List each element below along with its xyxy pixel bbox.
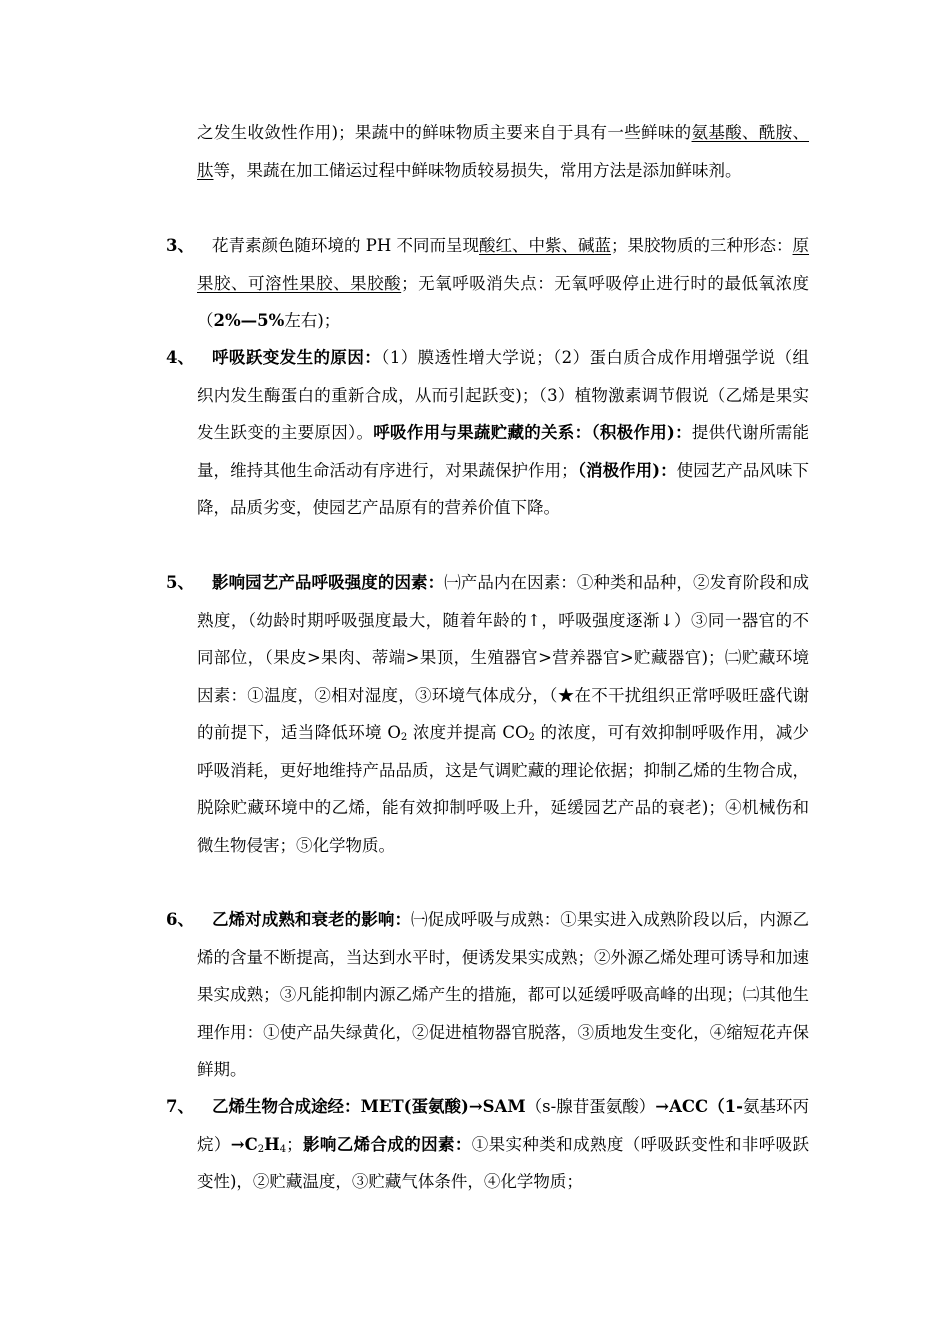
bold-text: →ACC（1- <box>655 1097 743 1116</box>
item-number: 7、 <box>166 1097 194 1116</box>
text-run: ； <box>286 1134 303 1154</box>
item-number: 5、 <box>166 573 194 592</box>
item-text <box>197 114 809 189</box>
item-text <box>197 339 809 527</box>
subscript: 4 <box>279 1143 287 1155</box>
text-run: （1）膜透性增大学说；（2）蛋白质合成作用增强学说（组织内发生酶蛋白的重新合成，从而引起跃变)；（3）植物激素调节假说（乙烯是果实发生跃变的主要原因）。 <box>197 348 810 442</box>
bold-text: MET(蛋氨酸)→SAM <box>360 1097 526 1116</box>
item-4 <box>0 339 950 527</box>
subscript: 2 <box>528 732 535 743</box>
text-run: ；无氧呼吸消失点：无氧呼吸停止进行时的最低氧浓度（ <box>197 273 810 330</box>
item-6 <box>0 901 950 1089</box>
item-number: 3、 <box>166 236 194 255</box>
bold-text: 乙烯对成熟和衰老的影响： <box>212 910 412 929</box>
item-text <box>197 1088 809 1201</box>
underlined-text: 原果胶、可溶性果胶、果胶酸 <box>197 236 810 293</box>
bold-text: 乙烯生物合成途经： <box>212 1097 361 1116</box>
bold-text: 影响乙烯合成的因素： <box>302 1134 472 1154</box>
item-number: 6、 <box>166 910 194 929</box>
text-run: 等，果蔬在加工储运过程中鲜味物质较易损失，常用方法是添加鲜味剂。 <box>213 160 742 180</box>
bold-text: 2%—5% <box>213 311 285 330</box>
text-run: 花青素颜色随环境的 PH 不同而呈现 <box>212 236 479 255</box>
item-5 <box>0 564 950 864</box>
text-run: ；果胶物质的三种形态： <box>611 236 793 255</box>
item-3 <box>0 227 950 340</box>
bold-text: →C <box>230 1134 258 1154</box>
item-7 <box>0 1088 950 1201</box>
text-run: ①果实种类和成熟度（呼吸跃变性和非呼吸跃变性)，②贮藏温度，③贮藏气体条件，④化学物质； <box>197 1134 810 1191</box>
text-run: 左右)； <box>284 311 341 330</box>
underlined-text: 酸红、中紫、碱蓝 <box>479 236 612 255</box>
text-run: 使园艺产品风味下降，品质劣变，使园艺产品原有的营养价值下降。 <box>197 460 810 517</box>
subscript: 2 <box>257 1143 265 1155</box>
underlined-text: 氨基酸、酰胺、肽 <box>197 123 810 180</box>
bold-text: 呼吸作用与果蔬贮藏的关系：（积极作用)： <box>373 423 692 442</box>
text-run: 的浓度，可有效抑制呼吸作用，减少呼吸消耗，更好地维持产品品质，这是气调贮藏的理论依据；抑制乙烯的生物合成，脱除贮藏环境中的乙烯，能有效抑制呼吸上升，延缓园艺产品的衰老)；④机械伤和微生物侵害；⑤化学物质。 <box>197 723 809 855</box>
text-run: 浓度并提高 CO <box>407 723 529 742</box>
subscript: 2 <box>400 732 408 743</box>
text-run: ㈠促成呼吸与成熟：①果实进入成熟阶段以后，内源乙烯的含量不断提高，当达到水平时，便诱发果实成熟；②外源乙烯处理可诱导和加速果实成熟；③凡能抑制内源乙烯产生的措施，都可以延缓呼吸高峰的出现；㈡其他生理作用：①使产品失绿黄化，②促进植物器官脱落，③质地发生变化，④缩短花卉保鲜期。 <box>197 910 810 1079</box>
item-text <box>197 564 809 864</box>
paragraph-continuation <box>0 114 950 189</box>
text-run: 提供代谢所需能量，维持其他生命活动有序进行，对果蔬保护作用； <box>197 423 810 480</box>
item-text <box>197 227 809 340</box>
item-number: 4、 <box>166 348 194 367</box>
text-run: 氨基环丙烷） <box>197 1097 810 1154</box>
bold-text: H <box>264 1134 280 1154</box>
item-text <box>197 901 809 1089</box>
bold-text: 呼吸跃变发生的原因： <box>212 348 382 367</box>
bold-text: （消极作用)： <box>577 460 677 480</box>
bold-text: 影响园艺产品呼吸强度的因素： <box>212 573 445 592</box>
text-run: （s-腺苷蛋氨酸） <box>525 1097 656 1116</box>
text-run: 之发生收敛性作用)；果蔬中的鲜味物质主要来自于具有一些鲜味的 <box>197 123 692 142</box>
text-run: ㈠产品内在因素：①种类和品种，②发育阶段和成熟度，（幼龄时期呼吸强度最大，随着年龄的↑，呼吸强度逐渐↓）③同一器官的不同部位，（果皮>果肉、蒂端>果顶，生殖器官>营养器官>贮藏器官)；㈡贮藏环境因素：①温度，②相对湿度，③环境气体成分，（★在不干扰组织正常呼吸旺盛代谢的前提下，适当降低环境 O <box>197 573 810 742</box>
